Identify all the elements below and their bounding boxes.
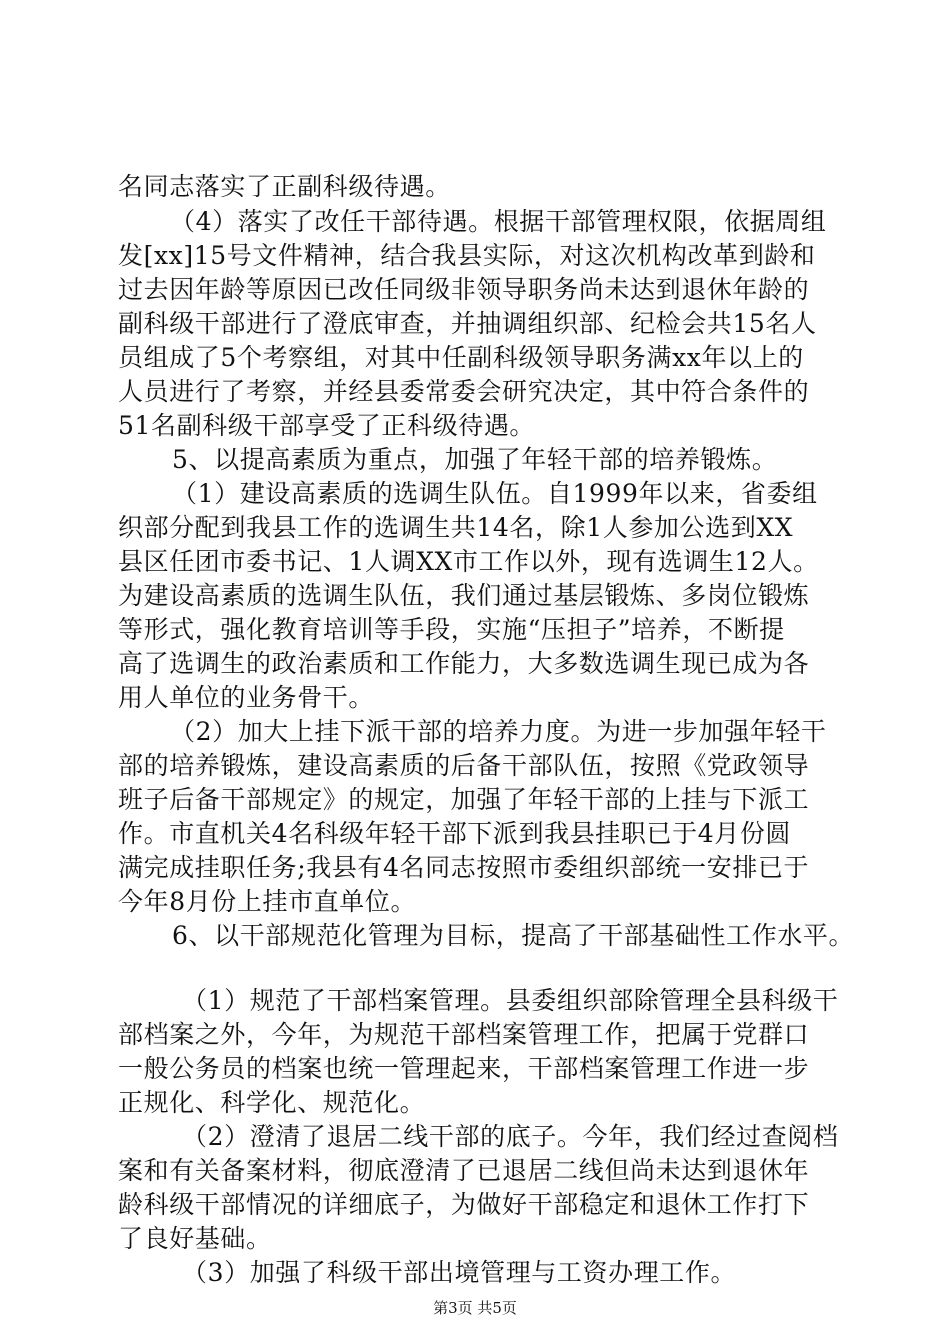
text-line: （2）加大上挂下派干部的培养力度。为进一步加强年轻干 — [170, 717, 827, 746]
text-line: 名同志落实了正副科级待遇。 — [118, 172, 451, 201]
text-line: 县区任团市委书记、1人调XX市工作以外，现有选调生12人。 — [118, 547, 819, 576]
text-line: 51名副科级干部享受了正科级待遇。 — [118, 411, 536, 440]
text-line: （4）落实了改任干部待遇。根据干部管理权限，依据周组 — [170, 207, 827, 236]
text-line: 一般公务员的档案也统一管理起来，干部档案管理工作进一步 — [118, 1054, 810, 1083]
text-line: 部的培养锻炼，建设高素质的后备干部队伍，按照《党政领导 — [118, 751, 810, 780]
section-heading: 6、以干部规范化管理为目标，提高了干部基础性工作水平。 — [172, 921, 855, 950]
text-line: 龄科级干部情况的详细底子，为做好干部稳定和退休工作打下 — [118, 1190, 810, 1219]
text-line: 人员进行了考察，并经县委常委会研究决定，其中符合条件的 — [118, 377, 810, 406]
text-line: 为建设高素质的选调生队伍，我们通过基层锻炼、多岗位锻炼 — [118, 581, 810, 610]
text-line: 员组成了5个考察组，对其中任副科级领导职务满xx年以上的 — [118, 343, 804, 372]
text-line: （3）加强了科级干部出境管理与工资办理工作。 — [182, 1258, 737, 1287]
text-line: 等形式，强化教育培训等手段，实施“压担子”培养，不断提 — [118, 615, 785, 644]
text-line: 满完成挂职任务;我县有4名同志按照市委组织部统一安排已于 — [118, 853, 810, 882]
section-heading: 5、以提高素质为重点，加强了年轻干部的培养锻炼。 — [172, 445, 778, 474]
text-line: 案和有关备案材料，彻底澄清了已退居二线但尚未达到退休年 — [118, 1156, 810, 1185]
text-line: 班子后备干部规定》的规定，加强了年轻干部的上挂与下派工 — [118, 785, 810, 814]
text-line: 发[xx]15号文件精神，结合我县实际，对这次机构改革到龄和 — [118, 241, 816, 270]
text-line: 今年8月份上挂市直单位。 — [118, 887, 417, 916]
text-line: 副科级干部进行了澄底审查，并抽调组织部、纪检会共15名人 — [118, 309, 817, 338]
page-number: 第3页 共5页 — [433, 1299, 517, 1317]
text-line: （1）建设高素质的选调生队伍。自1999年以来，省委组 — [172, 479, 818, 508]
text-line: 正规化、科学化、规范化。 — [118, 1088, 426, 1117]
text-line: （1）规范了干部档案管理。县委组织部除管理全县科级干 — [182, 986, 839, 1015]
text-line: （2）澄清了退居二线干部的底子。今年，我们经过查阅档 — [182, 1122, 839, 1151]
text-line: 部档案之外，今年，为规范干部档案管理工作，把属于党群口 — [118, 1020, 810, 1049]
text-line: 高了选调生的政治素质和工作能力，大多数选调生现已成为各 — [118, 649, 810, 678]
text-line: 过去因年龄等原因已改任同级非领导职务尚未达到退休年龄的 — [118, 275, 810, 304]
text-line: 用人单位的业务骨干。 — [118, 683, 375, 712]
text-line: 织部分配到我县工作的选调生共14名，除1人参加公选到XX — [118, 513, 794, 542]
text-line: 了良好基础。 — [118, 1224, 272, 1253]
text-line: 作。市直机关4名科级年轻干部下派到我县挂职已于4月份圆 — [118, 819, 792, 848]
